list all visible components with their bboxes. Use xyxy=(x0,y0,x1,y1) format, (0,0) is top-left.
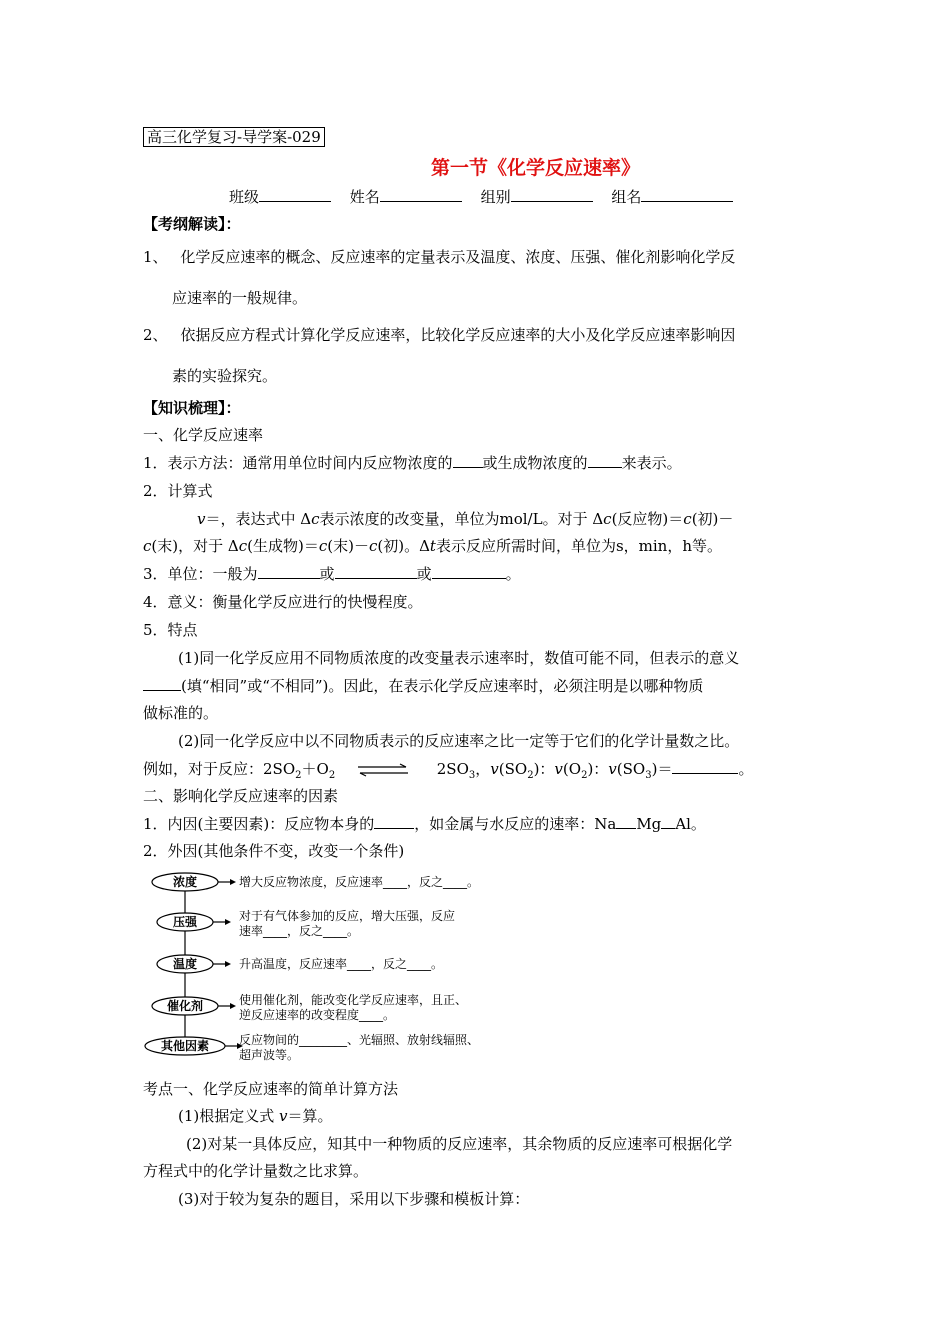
name-label: 姓名 xyxy=(349,188,380,206)
text: (生成物)＝ xyxy=(247,537,319,555)
exam-heading: 【考纲解读】： xyxy=(143,215,241,233)
s1-item4: 4．意义：衡量化学反应进行的快慢程度。 xyxy=(143,593,423,611)
text: (填“相同”或“不相同”)。因此，在表示化学反应速率时，必须注明是以哪种物质 xyxy=(181,677,704,695)
factor-label: 其他因素 xyxy=(160,1039,210,1053)
point1-p2b: 方程式中的化学计量数之比求算。 xyxy=(143,1162,369,1180)
arrow-head-icon xyxy=(230,879,236,885)
exam-item-text: 依据反应方程式计算化学反应速率，比较化学反应速率的大小及化学反应速率影响因 xyxy=(180,326,736,344)
group-label: 组别 xyxy=(480,188,511,206)
factor-desc: 对于有气体参加的反应，增大压强，反应 xyxy=(239,909,456,923)
text: 。 xyxy=(505,565,521,583)
text: 或生成物浓度的 xyxy=(482,454,588,472)
factor-label: 压强 xyxy=(172,915,198,929)
text: 或 xyxy=(319,565,335,583)
s1-item5-1b xyxy=(143,676,703,696)
text: 1．内因(主要因素)：反应物本身的 xyxy=(143,815,375,833)
subscript: 3 xyxy=(645,770,652,781)
text: (SO xyxy=(498,760,528,778)
text: (O xyxy=(562,760,582,778)
subscript: 3 xyxy=(468,770,476,781)
factor-label: 温度 xyxy=(172,957,198,971)
arrow-head-icon xyxy=(225,961,231,967)
factor-desc: 升高温度，反应速率____，反之____。 xyxy=(239,957,444,971)
text: ＝算。 xyxy=(287,1107,333,1125)
text: ＋O xyxy=(301,760,329,778)
subscript: 2 xyxy=(295,770,302,781)
text: Al。 xyxy=(675,815,706,833)
text: 表示反应所需时间，单位为s，min，h等。 xyxy=(435,537,722,555)
text: 。 xyxy=(738,760,754,778)
factor-desc: 超声波等。 xyxy=(239,1048,300,1062)
exam-item-1 xyxy=(143,247,735,267)
text: (反应物)＝ xyxy=(611,510,684,528)
text: )： xyxy=(533,760,555,778)
s1-item5-2: (2)同一化学反应中以不同物质表示的反应速率之比一定等于它们的化学计量数之比。 xyxy=(178,732,740,750)
factor-desc: 逆反应速率的改变程度____。 xyxy=(239,1008,396,1022)
factor-desc: 反应物间的________、光辐照、放射线辐照、 xyxy=(239,1033,480,1047)
var-v: v xyxy=(197,510,206,528)
arrow-head-icon xyxy=(225,919,231,925)
var-v: v xyxy=(279,1107,288,1125)
text: 2SO xyxy=(436,760,469,778)
exam-item-2-cont: 素的实验探究。 xyxy=(172,367,278,385)
var-c: c xyxy=(143,537,152,555)
factor-desc: 速率____，反之____。 xyxy=(239,924,360,938)
header-label: 高三化学复习-导学案-029 xyxy=(143,127,325,147)
s1-item1 xyxy=(143,453,682,473)
text: 或 xyxy=(416,565,432,583)
point1-p1 xyxy=(178,1106,333,1126)
point1-p3: (3)对于较为复杂的题目，采用以下步骤和模板计算： xyxy=(178,1190,530,1208)
text: (初)－ xyxy=(691,510,734,528)
info-line xyxy=(229,187,733,207)
text: )＝ xyxy=(651,760,673,778)
exam-item-num: 1、 xyxy=(143,248,168,266)
s1-item2: 2．计算式 xyxy=(143,482,213,500)
text: 3．单位：一般为 xyxy=(143,565,258,583)
blank-field[interactable] xyxy=(374,814,414,829)
blank-field[interactable] xyxy=(432,564,506,579)
exam-item-2 xyxy=(143,325,735,345)
formula-line2 xyxy=(143,536,722,556)
blank-field[interactable] xyxy=(616,814,636,829)
text: (初)。Δ xyxy=(377,537,430,555)
s1-item5-1c: 做标准的。 xyxy=(143,704,219,722)
blank-field[interactable] xyxy=(588,453,622,468)
reversible-arrow-icon xyxy=(354,763,412,777)
blank-field[interactable] xyxy=(258,564,320,579)
point1-title: 考点一、化学反应速率的简单计算方法 xyxy=(143,1080,399,1098)
factor-desc: 使用催化剂，能改变化学反应速率，且正、 xyxy=(239,993,468,1007)
arrow-head-icon xyxy=(230,1003,236,1009)
formula-line1 xyxy=(197,509,733,529)
blank-field[interactable] xyxy=(672,759,738,774)
knowledge-heading: 【知识梳理】： xyxy=(143,399,241,417)
text: (末)－ xyxy=(327,537,369,555)
var-v: v xyxy=(490,760,499,778)
blank-field[interactable] xyxy=(335,564,417,579)
s2-item1 xyxy=(143,814,706,834)
group-field[interactable] xyxy=(511,187,593,202)
factor-desc: 增大反应物浓度，反应速率____，反之____。 xyxy=(239,875,480,889)
var-c: c xyxy=(603,510,612,528)
text: (SO xyxy=(616,760,646,778)
subscript: 2 xyxy=(581,770,588,781)
section2-title: 二、影响化学反应速率的因素 xyxy=(143,787,339,805)
blank-field[interactable] xyxy=(453,453,483,468)
factor-label: 浓度 xyxy=(172,875,198,889)
text: 来表示。 xyxy=(621,454,682,472)
blank-field[interactable] xyxy=(143,676,181,691)
class-field[interactable] xyxy=(259,187,331,202)
var-c: c xyxy=(368,537,378,555)
equation-line: 例如，对于反应：$2SO_2+O_2$ $2SO_3$，$v(SO_2)$：$v(O_2)$：$v(SO_3)=$ 。 xyxy=(143,760,754,781)
s1-item3 xyxy=(143,564,521,584)
var-v: v xyxy=(608,760,617,778)
subscript: 2 xyxy=(328,770,336,781)
blank-field[interactable] xyxy=(661,814,675,829)
factors-diagram xyxy=(143,868,603,1068)
factor-label: 催化剂 xyxy=(166,999,204,1013)
class-label: 班级 xyxy=(229,188,260,206)
text: 例如，对于反应：2SO xyxy=(143,760,296,778)
page-title: 第一节《化学反应速率》 xyxy=(431,157,641,179)
subscript: 2 xyxy=(527,770,534,781)
var-c: c xyxy=(311,510,320,528)
text: ，如金属与水反应的速率：Na xyxy=(414,815,617,833)
var-c: c xyxy=(238,537,248,555)
text: ＝，表达式中 Δ xyxy=(205,510,312,528)
text: Mg xyxy=(636,815,662,833)
name-field[interactable] xyxy=(380,187,462,202)
var-v: v xyxy=(554,760,563,778)
text: 表示浓度的改变量，单位为mol/L。对于 Δ xyxy=(319,510,604,528)
exam-item-1-cont: 应速率的一般规律。 xyxy=(172,289,308,307)
groupname-label: 组名 xyxy=(611,188,642,206)
s1-item5-1: (1)同一化学反应用不同物质浓度的改变量表示速率时，数值可能不同，但表示的意义 xyxy=(178,649,740,667)
s2-item2: 2．外因(其他条件不变，改变一个条件) xyxy=(143,842,405,860)
s1-item5: 5．特点 xyxy=(143,621,198,639)
point1-p2: (2)对某一具体反应，知其中一种物质的反应速率，其余物质的反应速率可根据化学 xyxy=(186,1135,733,1153)
var-c: c xyxy=(318,537,328,555)
var-c: c xyxy=(683,510,692,528)
section1-title: 一、化学反应速率 xyxy=(143,426,264,444)
var-t: t xyxy=(429,537,436,555)
text: (1)根据定义式 xyxy=(178,1107,280,1125)
text: )： xyxy=(587,760,609,778)
exam-item-num: 2、 xyxy=(143,326,168,344)
groupname-field[interactable] xyxy=(641,187,733,202)
exam-item-text: 化学反应速率的概念、反应速率的定量表示及温度、浓度、压强、催化剂影响化学反 xyxy=(180,248,736,266)
text: (末)，对于 Δ xyxy=(151,537,239,555)
text: 1．表示方法：通常用单位时间内反应物浓度的 xyxy=(143,454,453,472)
